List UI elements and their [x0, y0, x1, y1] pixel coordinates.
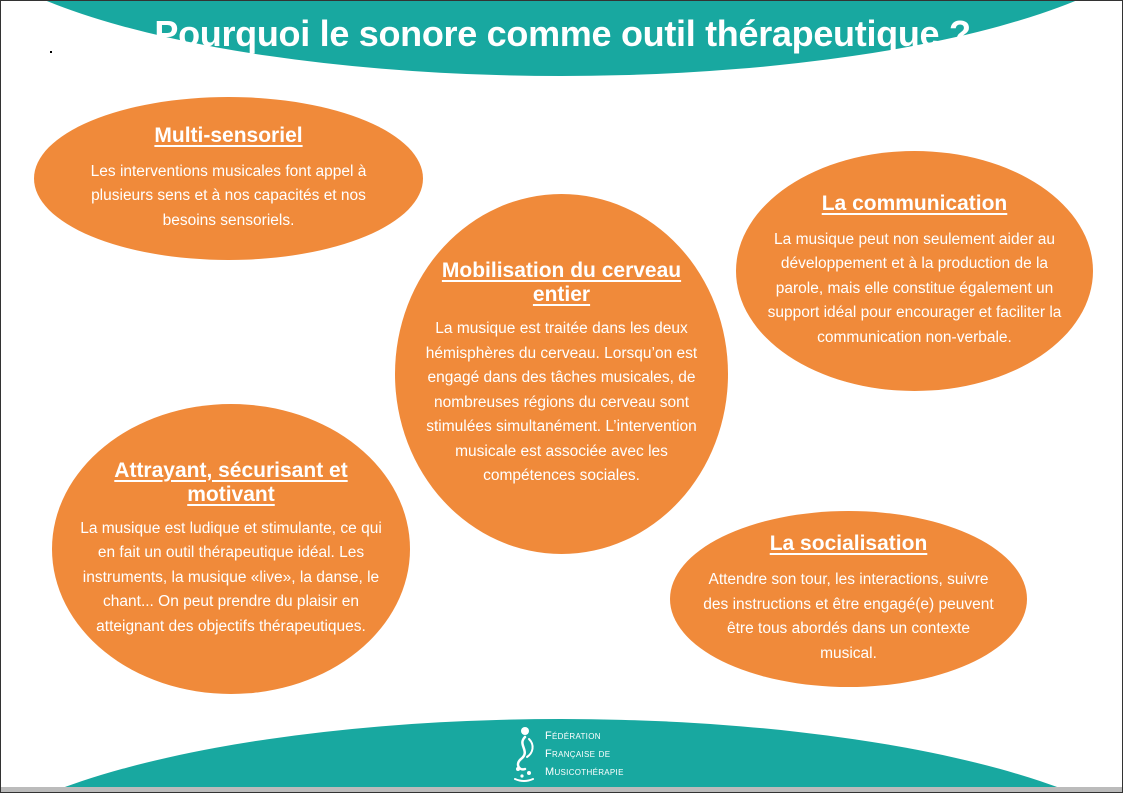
logo-line-2: Française de — [545, 748, 611, 760]
logo-line-3: Musicothérapie — [545, 766, 624, 778]
bubble-heading: Multi-sensoriel — [154, 123, 303, 147]
bubble-text: La musique peut non seulement aider au développement et à la production de la parole, mais elle constitue également un support idéal pour encourager et faciliter la communication non-verbale. — [767, 230, 1062, 346]
page-title: Pourquoi le sonore comme outil thérapeutique ? — [154, 13, 971, 54]
federation-logo — [509, 725, 659, 785]
bubble-text: La musique est ludique et stimulante, ce qui en fait un outil thérapeutique idéal. Les instruments, la musique «live», la danse, le chant... On peut prendre du plaisir en atteignant des objectifs thérapeutiques. — [80, 519, 382, 635]
bubble-heading: La communication — [821, 191, 1008, 215]
bubble-attrayant — [52, 404, 410, 694]
bottom-strip — [1, 787, 1123, 793]
bubble-heading: Mobilisation du cerveau entier — [441, 259, 682, 307]
bubble-socialisation — [670, 511, 1027, 687]
speck — [50, 51, 52, 53]
bubble-multi-sensoriel — [34, 97, 423, 260]
music-note-figure-icon — [509, 725, 539, 783]
bubble-communication — [736, 151, 1093, 391]
bubble-heading: Attrayant, sécurisant et motivant — [114, 458, 348, 506]
bubble-heading: La socialisation — [769, 532, 928, 555]
bubble-text: La musique est traitée dans les deux hémisphères du cerveau. Lorsqu’on est engagé dans des tâches musicales, de nombreuses régions du cerveau sont stimulées simultanément. L’intervention musicale est associée avec les compétences sociales. — [425, 320, 698, 485]
logo-line-1: Fédération — [545, 730, 601, 742]
bubble-mobilisation-cerveau — [395, 194, 728, 554]
bubble-text: Attendre son tour, les interactions, suivre des instructions et être engagé(e) peuvent être tous abordés dans un contexte musical. — [703, 571, 994, 662]
logo-text — [545, 727, 624, 781]
bubble-text: Les interventions musicales font appel à plusieurs sens et à nos capacités et nos besoins sensoriels. — [90, 162, 367, 229]
